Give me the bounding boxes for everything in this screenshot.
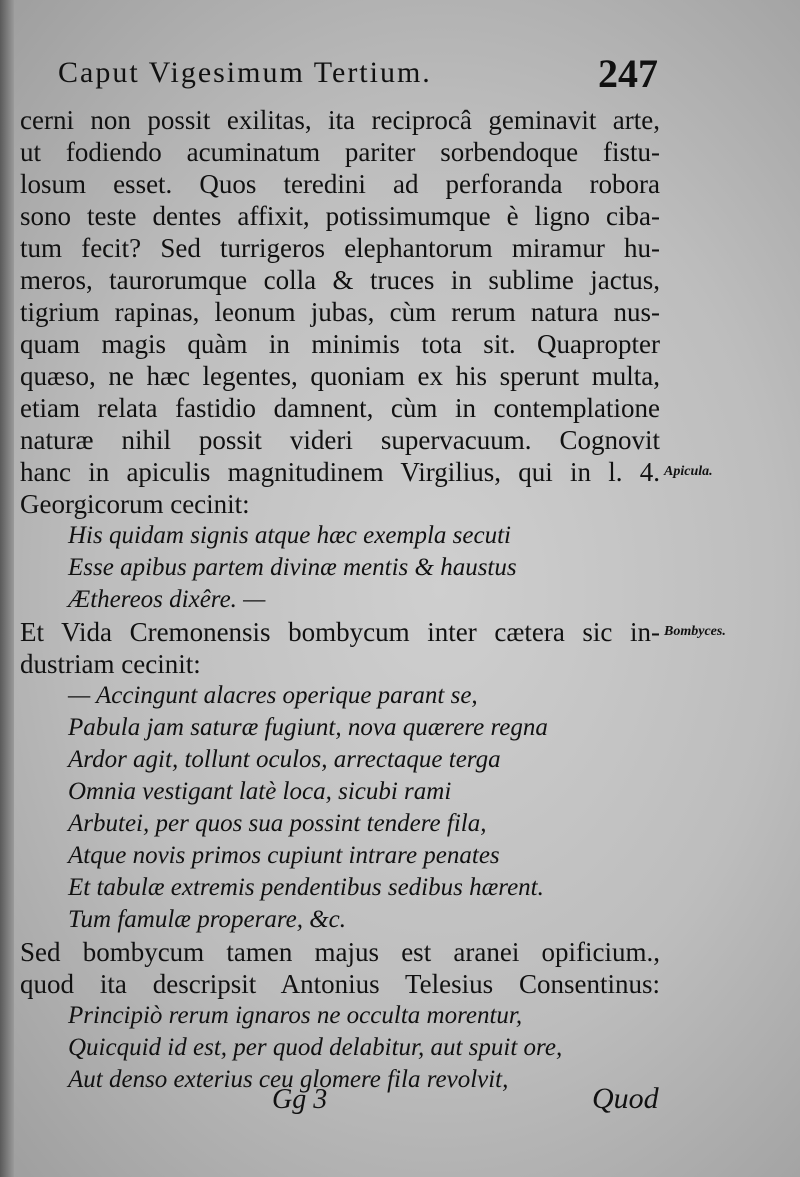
text-line: Et Vida Cremonensis bombycum inter cætera sic in- xyxy=(20,617,660,647)
text-line: quæso, ne hæc legentes, quoniam ex his sperunt multa, xyxy=(20,361,660,391)
text-line: Georgicorum cecinit: xyxy=(20,489,250,519)
verse-line: Principiò rerum ignaros ne occulta morentur, xyxy=(68,1002,523,1029)
text-line: hanc in apiculis magnitudinem Virgilius, qui in l. 4. xyxy=(20,457,660,487)
verse-line: Pabula jam saturæ fugiunt, nova quærere regna xyxy=(68,714,548,741)
verse-line: — Accingunt alacres operique parant se, xyxy=(68,682,478,709)
verse-line: Atque novis primos cupiunt intrare penates xyxy=(68,842,500,869)
text-line: Sed bombycum tamen majus est aranei opificium., xyxy=(20,937,660,967)
text-line: tum fecit? Sed turrigeros elephantorum miramur hu- xyxy=(20,233,660,263)
verse-line: Et tabulæ extremis pendentibus sedibus hærent. xyxy=(68,874,544,901)
text-line: quod ita descripsit Antonius Telesius Consentinus: xyxy=(20,969,660,999)
text-line: dustriam cecinit: xyxy=(20,649,201,679)
verse-line: Omnia vestigant latè loca, sicubi rami xyxy=(68,778,452,805)
verse-line: His quidam signis atque hæc exempla secuti xyxy=(68,522,511,549)
verse-line: Ardor agit, tollunt oculos, arrectaque terga xyxy=(68,746,501,773)
chapter-title: Caput Vigesimum Tertium. xyxy=(58,56,432,89)
verse-line: Tum famulæ properare, &c. xyxy=(68,906,347,933)
text-line: losum esset. Quos teredini ad perforanda robora xyxy=(20,169,660,199)
catchword: Quod xyxy=(592,1082,659,1115)
text-line: tigrium rapinas, leonum jubas, cùm rerum natura nus- xyxy=(20,297,660,327)
running-head xyxy=(58,51,658,106)
text-line: quam magis quàm in minimis tota sit. Quapropter xyxy=(20,329,660,359)
text-line: ut fodiendo acuminatum pariter sorbendoque fistu- xyxy=(20,137,660,167)
text-line: sono teste dentes affixit, potissimumque è ligno ciba- xyxy=(20,201,660,231)
text-line: meros, taurorumque colla & truces in sublime jactus, xyxy=(20,265,660,295)
page-number: 247 xyxy=(598,51,658,96)
signature-mark: Gg 3 xyxy=(272,1084,328,1115)
page-gutter-shadow xyxy=(0,0,14,1177)
verse-line: Quicquid id est, per quod delabitur, aut spuit ore, xyxy=(68,1034,563,1061)
body-text xyxy=(20,104,660,1096)
margin-note: Bombyces. xyxy=(664,624,726,639)
verse-line: Æthereos dixêre. — xyxy=(68,586,266,613)
verse-line: Aut denso exterius ceu glomere fila revolvit, xyxy=(68,1066,509,1093)
text-line: naturæ nihil possit videri supervacuum. Cognovit xyxy=(20,425,660,455)
margin-note: Apicula. xyxy=(664,464,713,479)
verse-line: Esse apibus partem divinæ mentis & haustus xyxy=(68,554,517,581)
verse-line: Arbutei, per quos sua possint tendere fila, xyxy=(68,810,487,837)
text-line: cerni non possit exilitas, ita reciprocâ geminavit arte, xyxy=(20,105,660,135)
text-line: etiam relata fastidio damnent, cùm in contemplatione xyxy=(20,393,660,423)
